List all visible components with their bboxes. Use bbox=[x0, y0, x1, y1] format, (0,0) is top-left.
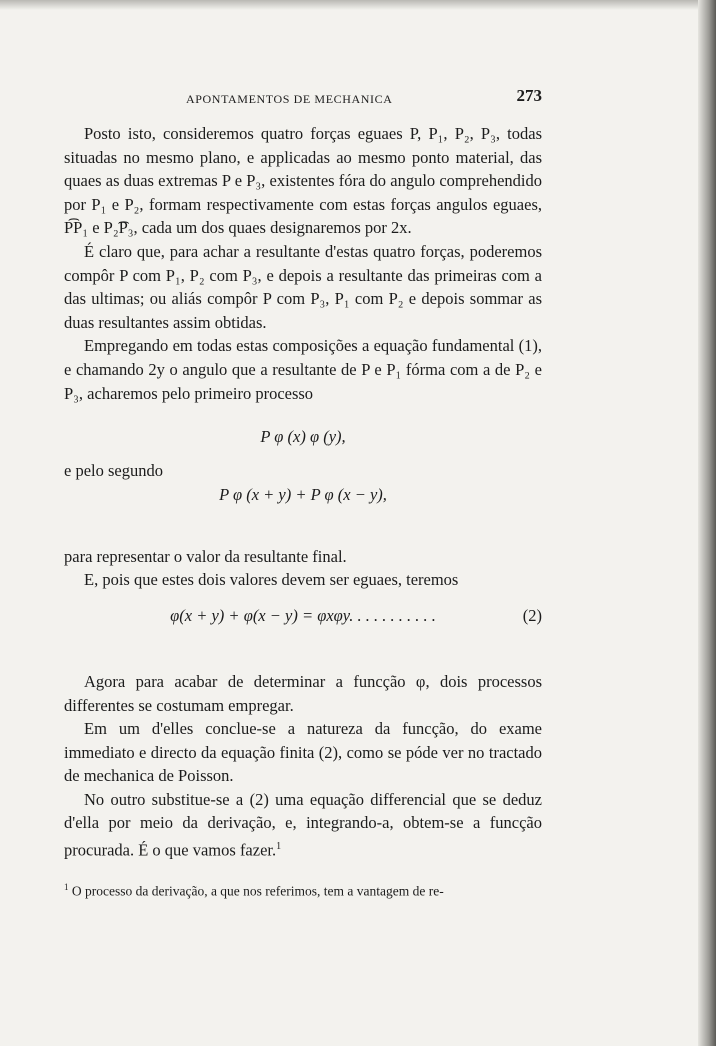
book-page bbox=[64, 86, 542, 901]
paragraph-8: Em um d'elles conclue-se a natureza da funcção, do exame immediato e directo da equação finita (2), como se póde ver no tractado de mechanica de Poisson. bbox=[64, 719, 542, 786]
paragraph-3: Empregando em todas estas composições a equação fundamental (1), e chamando 2y o angulo que a resultante de P e P₁ fórma com a de P₂ e P₃, acharemos pelo primeiro processo bbox=[64, 336, 542, 403]
equation-2-body: φ(x + y) + φ(x − y) = φxφy. . . . . . . . . . . bbox=[170, 605, 436, 625]
page-top-shadow bbox=[0, 0, 716, 10]
equation-second-process: P φ (x + y) + P φ (x − y), bbox=[219, 484, 387, 504]
page-edge bbox=[698, 0, 716, 1046]
equation-2-number: (2) bbox=[522, 605, 542, 625]
equation-2 bbox=[64, 606, 542, 626]
equation-first-process: P φ (x) φ (y), bbox=[260, 427, 346, 447]
paragraph-1: Posto isto, consideremos quatro forças eguaes P, P₁, P₂, P₃, todas situadas no mesmo plano, e applicadas ao mesmo ponto material, das quaes as duas extremas P e P₃, existentes fóra do angulo comprehendido por P₁ e P₂, formam respectivamente com estas forças angulos eguaes, P͡P₁ e P₂͡P₃, cada um dos quaes designaremos por 2x. bbox=[64, 124, 542, 238]
paragraph-4: e pelo segundo bbox=[64, 461, 163, 481]
paragraph-7: Agora para acabar de determinar a funcção φ, dois processos differentes se costumam empregar. bbox=[64, 671, 542, 715]
footnote bbox=[64, 878, 542, 901]
paragraph-5: para representar o valor da resultante final. bbox=[64, 546, 347, 566]
footnote-marker: 1 bbox=[64, 882, 69, 893]
paragraph-2: É claro que, para achar a resultante d'estas quatro forças, poderemos compôr P com P₁, P₂ com P₃, e depois a resultante das primeiras com a das ultimas; ou aliás compôr P com P₃, P₁ com P₂ e depois sommar as duas resultantes assim obtidas. bbox=[64, 241, 542, 332]
running-title: APONTAMENTOS DE MECHANICA bbox=[186, 92, 393, 106]
paragraph-9-text: No outro substitue-se a (2) uma equação differencial que se deduz d'ella por meio da derivação, e, integrando-a, obtem-se a funcção procurada. É o que vamos fazer. bbox=[64, 789, 542, 860]
running-head bbox=[64, 86, 542, 114]
footnote-text: O processo da derivação, a que nos referimos, tem a vantagem de re- bbox=[71, 883, 444, 899]
paragraph-9 bbox=[64, 788, 542, 862]
paragraph-6: E, pois que estes dois valores devem ser eguaes, teremos bbox=[84, 570, 459, 590]
footnote-reference: 1 bbox=[276, 841, 282, 853]
page-number: 273 bbox=[516, 86, 542, 105]
spacer bbox=[64, 517, 542, 545]
spacer bbox=[64, 642, 542, 670]
